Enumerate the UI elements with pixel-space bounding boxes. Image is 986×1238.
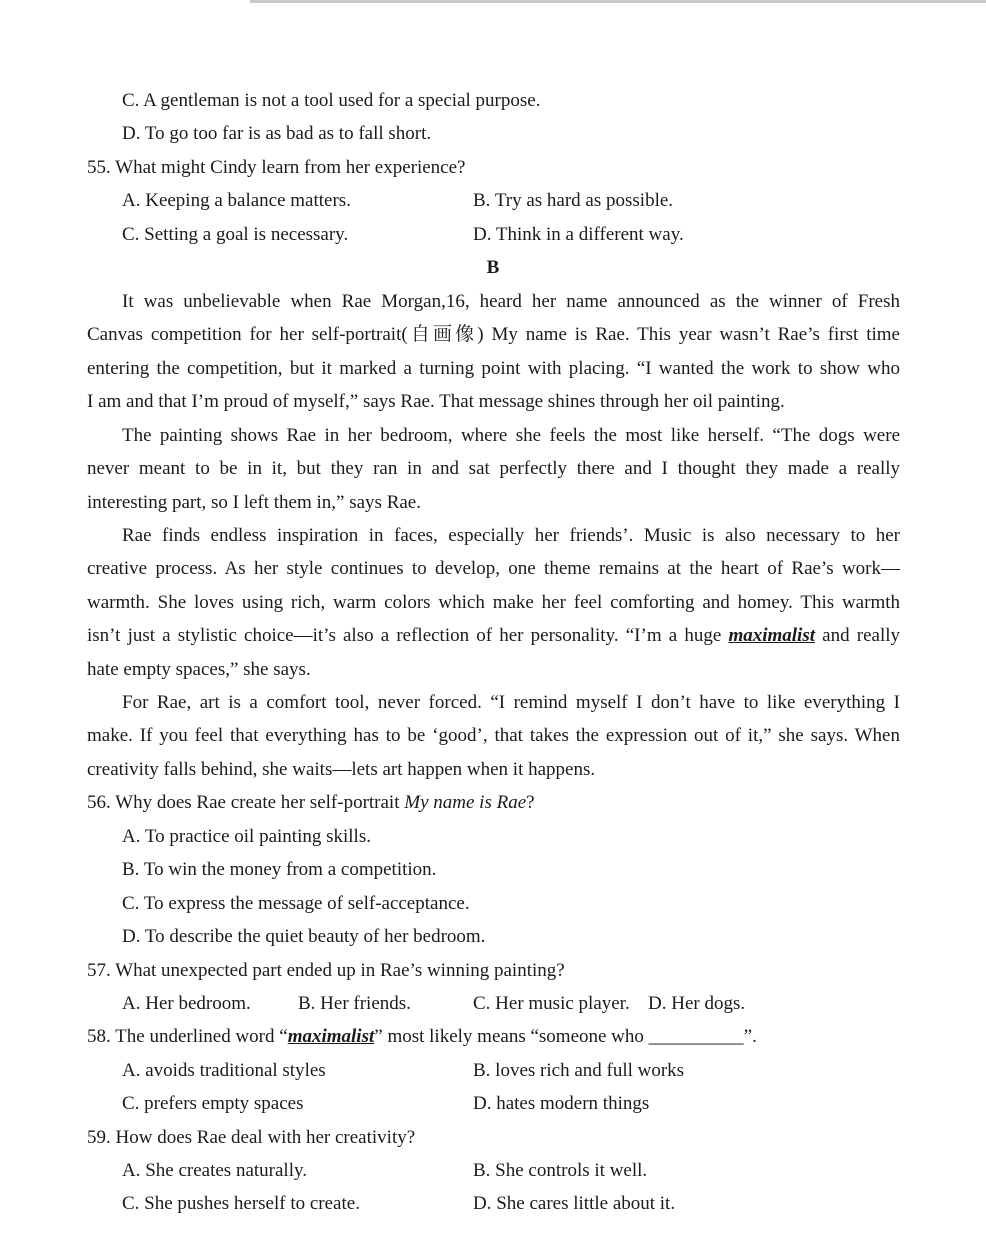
q56-option-d: D. To describe the quiet beauty of her bedroom. (122, 926, 486, 947)
q58-row-cd (0, 1093, 986, 1115)
section-label: B (486, 257, 500, 278)
passage-p1-line1: It was unbelievable when Rae Morgan,16, heard her name announced as the winner of Fresh (122, 291, 900, 312)
q59-row-ab (0, 1160, 986, 1182)
q58-option-b: B. loves rich and full works (473, 1060, 685, 1081)
passage-p2-line1: The painting shows Rae in her bedroom, where she feels the most like herself. “The dogs were (122, 425, 900, 446)
q58-row-ab (0, 1060, 986, 1082)
q56-question (0, 792, 986, 814)
underlined-word-maximalist: maximalist (728, 625, 816, 646)
q55-option-d: D. Think in a different way. (473, 224, 684, 245)
passage-p3-line5: hate empty spaces,” she says. (87, 659, 311, 680)
top-border-line (250, 0, 986, 3)
q56-option-c: C. To express the message of self-acceptance. (122, 893, 470, 914)
q58-option-c: C. prefers empty spaces (122, 1093, 304, 1114)
q57-option-d: D. Her dogs. (648, 993, 746, 1014)
passage-p3-line2: creative process. As her style continues to develop, one theme remains at the heart of Rae’s work— (87, 558, 900, 579)
passage-p3-line3: warmth. She loves using rich, warm colors which make her feel comforting and homey. This warmth (87, 592, 900, 613)
q57-question: 57. What unexpected part ended up in Rae’s winning painting? (87, 960, 565, 981)
passage-p1-line2: Canvas competition for her self-portrait(自画像) My name is Rae. This year wasn’t Rae’s first time (87, 324, 900, 345)
passage-p1-line4: I am and that I’m proud of myself,” says Rae. That message shines through her oil painting. (87, 391, 785, 412)
q58-option-d: D. hates modern things (473, 1093, 650, 1114)
q58-question (0, 1026, 986, 1048)
q55-question: 55. What might Cindy learn from her experience? (87, 157, 466, 178)
q58-question-pre: 58. The underlined word “ (87, 1026, 288, 1047)
q56-question-pre: 56. Why does Rae create her self-portrait (87, 792, 405, 813)
q59-row-cd (0, 1193, 986, 1215)
q59-option-d: D. She cares little about it. (473, 1193, 676, 1214)
q57-option-c: C. Her music player. (473, 993, 630, 1014)
passage-p1-line3: entering the competition, but it marked a turning point with placing. “I wanted the work to show who (87, 358, 900, 379)
passage-p4-line2: make. If you feel that everything has to be ‘good’, that takes the expression out of it,” she says. When (87, 725, 900, 746)
passage-p4-line3: creativity falls behind, she waits—lets art happen when it happens. (87, 759, 596, 780)
passage-p3-line4 (0, 625, 900, 647)
q58-question-post: ” most likely means “someone who __________”. (374, 1026, 757, 1047)
q56-question-title: My name is Rae (404, 792, 527, 813)
passage-p2-line2: never meant to be in it, but they ran in and sat perfectly there and I thought they made a really (87, 458, 900, 479)
q58-option-a: A. avoids traditional styles (122, 1060, 326, 1081)
q59-option-b: B. She controls it well. (473, 1160, 648, 1181)
q56-question-post: ? (526, 792, 535, 813)
passage-p3-line4-post: and really (815, 625, 900, 646)
q54-option-c: C. A gentleman is not a tool used for a special purpose. (122, 90, 541, 111)
q56-option-a: A. To practice oil painting skills. (122, 826, 371, 847)
q59-option-c: C. She pushes herself to create. (122, 1193, 360, 1214)
q56-option-b: B. To win the money from a competition. (122, 859, 437, 880)
q59-option-a: A. She creates naturally. (122, 1160, 307, 1181)
passage-p4-line1: For Rae, art is a comfort tool, never forced. “I remind myself I don’t have to like everything I (122, 692, 900, 713)
q55-row-cd (0, 224, 986, 246)
q55-option-a: A. Keeping a balance matters. (122, 190, 351, 211)
passage-p3-line1: Rae finds endless inspiration in faces, especially her friends’. Music is also necessary to her (122, 525, 900, 546)
passage-p3-line4-pre: isn’t just a stylistic choice—it’s also a reflection of her personality. “I’m a huge (87, 625, 729, 646)
q58-underlined-word: maximalist (287, 1026, 375, 1047)
q54-option-d: D. To go too far is as bad as to fall short. (122, 123, 432, 144)
passage-p2-line3: interesting part, so I left them in,” says Rae. (87, 492, 421, 513)
q57-option-b: B. Her friends. (298, 993, 411, 1014)
q55-row-ab (0, 190, 986, 212)
q55-option-b: B. Try as hard as possible. (473, 190, 674, 211)
q55-option-c: C. Setting a goal is necessary. (122, 224, 349, 245)
q57-option-a: A. Her bedroom. (122, 993, 251, 1014)
q59-question: 59. How does Rae deal with her creativity? (87, 1127, 416, 1148)
